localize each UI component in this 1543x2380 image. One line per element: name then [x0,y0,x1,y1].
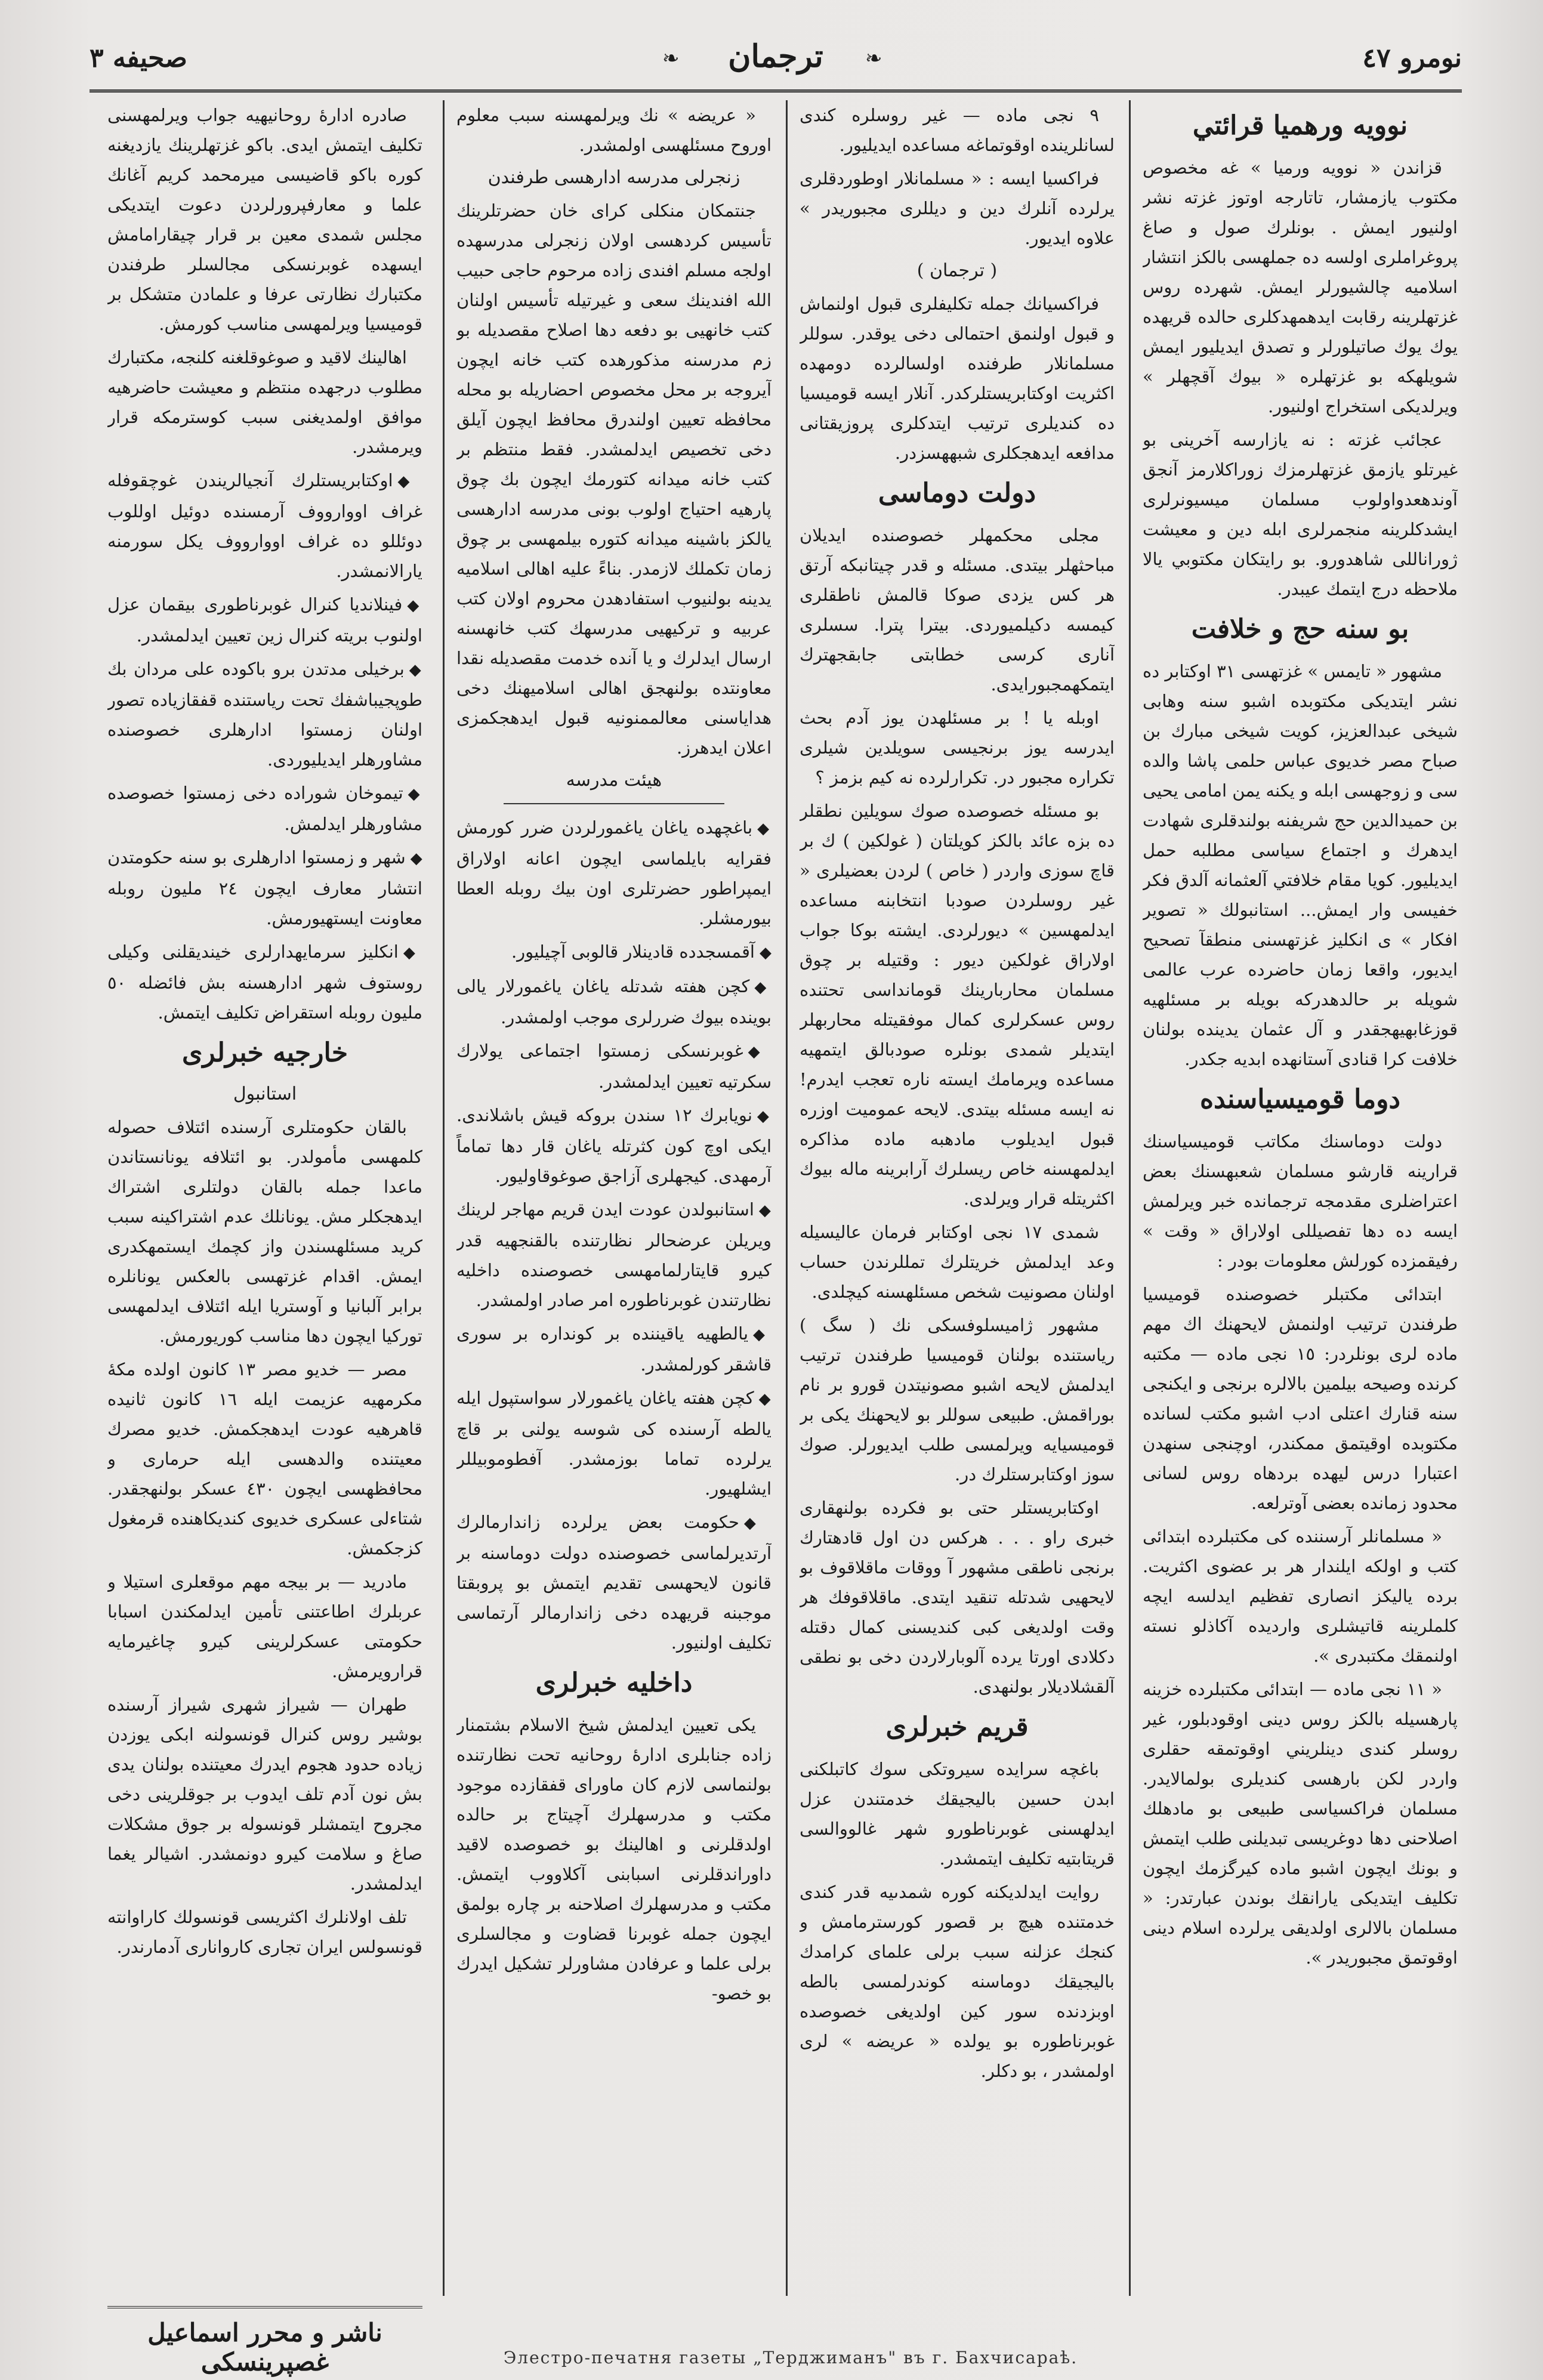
news-item [456,1507,772,1657]
article-paragraph: قزاندن « نوويه ورميا » غه مخصوص مكتوب يازمشار، تاتارجه اوتوز غزته نشر اولنيور ايمش . بونلرك صول و صاغ پروغراملرى اولسه ده جملهسى بالكز انتشار اسلاميه چالشيورلر ايمش. شهرده روس غزتهلرينه رقابت ايدهمهدكلرى حالده قريهده يوك يوك صاتيلورلر و تصدق ايديليور ايمش شويلهكه بو غزتهلره « بيوك آقچهلر » ويرلديكى استخراج اولنيور. [1143,158,1458,416]
news-item-text: اوكتابريستلرك آنجيالريندن غوچقوفله غراف اووارووف آرمسنده دوئيل اوللوب دوئللو ده غراف اووارووف يكل سورمنه يارالانمشدر. [107,470,422,581]
article-paragraph: طهران — شيراز شهرى شيراز آرسنده بوشير روس كنرال قونسولنه ابكى يوزدن زياده حدود هجوم ايدرك معيتنده بولنان يدى بش نون آدم تلف ايدوب بر جوقلرينى دخى مجروح ايتمشلر قونسوله بر جوق مشكلات صاغ و سلامت كيرو دونمشدر. اشيالر يغما ايدلمشدر. [107,1694,422,1894]
news-item-text: آقمسجدده قادينلار قالوبى آچيليور. [511,941,755,962]
news-item-text: فينلانديا كنرال غوبرناطورى بيقمان عزل اولنوب بريته كنرال زين تعيين ايدلمشدر. [107,594,422,646]
bullet-icon: ◆ [403,944,422,962]
article-paragraph: ابتدائى مكتبلر خصوصنده قوميسيا طرفندن ترتيب اولنمش لايحهنك اك مهم ماده لرى بونلردر: ١٥ نجى ماده — مكتبه كرنده وصيحه بيلمين بالالره برنجى و ايكنجى سنه قنارك اعتلى ادب اشبو مكتب لسانده مكتوبده اوقيتمق ممكندر، اوچنجى سنهدن اعتبارا درس ليهده بردهاه روس لسانی محدود زمانده بعضى آوترلعه. [1143,1284,1458,1513]
news-item-text: يالطهيه ياقيننده بر كونداره بر سورى قاشقر كورلمشدر. [456,1323,772,1375]
news-item-text: تيموخان شوراده دخى زمستوا خصوصده مشاورهلر ايدلمش. [107,783,422,834]
article-paragraph: عجائب غزته : نه يازارسه آخرينى بو غيرتلو يازمق غزتهلرمزك زوراكلارمز آنجق آوندهعدواولوب مسلمان ميسيونرلرى ايشدكلرينه منجمرلرى ابله دين و معيشت ژوراناللى شاهدورو. بو رايتكان مكتوبي يالا ملاحظه درج ايتمك عيبدر. [1143,430,1458,599]
news-item-text: استانبولدن عودت ايدن قريم مهاجر لرينك ويريلن عرضحالر نظارتنده بالقنجهيه قدر كيرو قايتارلمامهسى خصوصنده داخليه نظارتندن غوبرناطوره امر صادر اولمشدر. [456,1199,772,1310]
bullet-icon: ◆ [758,1390,772,1408]
article-paragraph: مجلى محكمهلر خصوصنده ايديلان مباحثهلر بيتدى. مسئله و قدر چيتانبكه آرتق هر كس يزدى صوكا قالمش ناطقلرى كيمسه دكيلميوردى. بيترا پترا. سسلرى آنارى كرسى خطابتى جابقجهترك ايتمكهمجبورايدی. [800,525,1115,694]
bullet-icon: ◆ [758,1202,772,1220]
column-4 [107,100,422,2272]
news-item [456,1383,772,1504]
ornament-left: ❧ [662,47,680,70]
headline-duma-commission: دوما قوميسياسنده [1200,1084,1400,1115]
news-item [456,1319,772,1379]
bullet-icon: ◆ [397,473,422,490]
bullet-icon: ◆ [408,785,422,803]
article-paragraph: تلف اولانلرك اكثريسى قونسولك كاراوانته قونسولس ايران تجارى كاروانارى آدمارندر. [107,1907,422,1957]
news-item [107,842,422,933]
headline-novoye-vremya: نوويه ورهميا قرائتي [1192,110,1408,141]
printer-imprint: Элестро-печатня газеты „Терджиманъ" въ г. Бахчисараѣ. [503,2348,1078,2367]
headline-state-duma: دولت دوماسی [878,478,1036,508]
article-paragraph: اهالينك لاقيد و صوغوقلغنه كلنجه، مكتبارك مطلوب درجهده منتظم و معيشت حاضرهيه موافق اولمديغنى سبب كوسترمكه قرار ويرمشدر. [107,347,422,457]
article-paragraph: اوبله يا ! بر مسئلهدن يوز آدم بحث ايدرسه يوز برنجيسى سويلدين شيلرى تكراره مجبور در. تكرارلرده نه كيم بزمز ؟ [800,708,1115,788]
bullet-icon: ◆ [757,820,772,838]
news-item-text: نويابرك ١٢ سندن بروكه قيش باشلاندى. ايكى اوچ كون كثرتله ياغان قار دها تماماً آرمهدى. كيجهلرى آزاجق صوغوقاوليور. [456,1105,772,1186]
article-paragraph: دولت دوماسنك مكاتب قوميسياسنك قرارينه قارشو مسلمان شعبهسنك بعض اعتراضلرى مقدمجه ترجمانده خبر ويرلمش ايسه ده دها تفصيللى اولاراق « وقت » رفيقمزده كورلش معلومات بودر : [1143,1131,1458,1271]
article-paragraph: مادريد — بر بيجه مهم موقعلرى استيلا و عربلرك اطاعتنى تأمين ايدلمكندن اسبابا حكومتى عسكرلرينى كيرو چاغيرمايه قرارويرمش. [107,1572,422,1681]
column-3 [456,100,772,2272]
header-rule [90,89,1462,92]
news-item [107,654,422,774]
news-item-text: برخيلى مدتدن برو باكوده على مردان بك طوپجيباشفك تحت رياستنده قفقازياده تصور اولنان زمستوا ادارهلرى خصوصنده مشاورهلر ايديليوردى. [107,659,422,770]
article-paragraph: فراكسيانك جمله تكليفلرى قبول اولنماش و قبول اولنمق احتمالى دخى يوقدر. سوللر مسلمانلار طرفنده اولسالرده دومهده اكثريت اوكتابريستلركدر. آنلار ايسه قوميسيا ده كنديلرى ترتيب ايتدكلرى پروزيقتانى مدافعه ايدهجكلرى شبههسزدر. [800,294,1115,463]
news-item [456,971,772,1032]
article-paragraph: بو مسئله خصوصده صوك سويلين نطقلر ده بزه عائد بالكز كويلتان ( غولكين ) ك بر قاچ سوزى واردر ( خاص ) لردن بعضيلرى « غير روسلردن صودبا انتخابنه مساعده ايدلمهسين » ديورلردى. ايشته بوكا جواب اولاراق غولكين ديور : وقتيله بر چوق مسلمان محاربارينك قومانداسى تحتنده روس عسكرلرى كمال موفقيتله محاربهلر ايتديلر شمدى بونلره صودبالق ايتمهيه مساعده ويرمامك ايسته ناره تعجب ايدرم! نه ايسه مسئله بيتدى. لايحه عموميت اوزره قبول ايديلوب مادهبه ماده مذاكره ايدلمهسنه خاص ريسلرك آرابرينه ماله بيوك اكثريتله قرار ويرلدى. [800,801,1115,1209]
issue-number: نومرو ٤٧ [1362,43,1462,73]
article-paragraph: فراكسيا ايسه : « مسلمانلار اوطوردقلرى يرلرده آنلرك دين و ديللرى مجبوريدر » علاوه ايديور. [800,168,1115,248]
article-paragraph: مشهور « تايمس » غزتهسى ٣١ اوكتابر ده نشر ايتديكى مكتوبده اشبو سنه وهابى شيخى عبدالعزيز، كويت شيخى مبارك بن صباح مصر خديوى عباس حلمى پاشا والده سى و زوجهسى ابله و يكنه يمن امامى يحيى بن حميدالدين حج شريفنه بولندقلرى شهادت ايدهرك و اجتماع سياسى مطلبه حمل ايديليور. كويا مقام خلافتي آلعثمانه آلدق فكر خفيسى وار ايمش... استانبولك « تصوير افكار » ى انكليز غزتهسنى منطقآ تصحيح ايديور، واقعا زمان حاضرده عرب عالمى شويله بر حالدهدركه بويله بر مسئلهيه قوزغابهيهجقدر و آل عثمان يدينده بولنان خلافت كرا قنادى آستانهده ابديه جكدر. [1143,661,1458,1069]
publisher-editor-line: ناشر و محرر اسماعيل غصپرينسكى [107,2306,422,2376]
masthead [90,35,1462,94]
divider [504,803,724,804]
news-item-text: باغچهده ياغان ياغمورلردن ضرر كورمش فقرايه بايلماسى ايچون اعانه اولاراق ايمپراطور حضرتلرى اون بيك روبله العطا بيورمشلر. [456,817,772,928]
bullet-icon: ◆ [407,597,422,615]
column-rule [786,100,788,2296]
article-paragraph: يكى تعيين ايدلمش شيخ الاسلام بشتمنار زاده جنابلرى ادارهٔ روحانيه تحت نظارتنده بولنماسى لازم كان ماوراى قفقازده موجود مكتب و مدرسهلرك آچيتاج بر حالده اولدقلرنى و اهالينك بو خصوصده لاقيد داوراندقلرنى اسبابنى آكلاووب ايتمش. مكتب و مدرسهلرك اصلاحنه بر چاره بولمق ايچون جمله غوبرنا قضاوت و مجالسلرى برلى علما و عرفادن مشاورلر تشكيل ايدرك بو خصو- [456,1715,772,2004]
news-item-text: شهر و زمستوا ادارهلرى بو سنه حكومتدن انتشار معارف ايچون ٢٤ مليون روبله معاونت ايستهيورمش. [107,847,422,928]
news-item [107,465,422,586]
bullet-icon: ◆ [753,1326,772,1344]
source-credit: ( ترجمان ) [916,260,998,281]
news-item-text: كچن هفته شدتله ياغان ياغمورلار يالى بوينده بيوك ضررلرى موجب اولمشدر. [456,976,772,1027]
dateline-istanbul: استانبول [233,1083,297,1104]
article-paragraph: مشهور ژاميسلوفسكى نك ( سگ ) رياستنده بولنان قوميسيا طرفندن ترتيب ايدلمش لايحه اشبو مصونيتدن قورو بر نام بوراقمش. طبيعى سوللر بو لايحهنك يكى بر قوميسيايه ويرلمسى طلب ايديورلر. صوك سوز اوكتابرستلرك در. [800,1315,1115,1484]
page-number: صحيفه ٣ [90,43,187,73]
news-item-text: كچن هفته ياغان ياغمورلار سواستپول ايله يالطه آرسنده كى شوسه يولنى بر قاچ يرلرده تماما بوزمشدر. آفطوموبيللر ايشلهيور. [456,1388,772,1499]
article-paragraph: جنتمكان منكلى كراى خان حضرتلرينك تأسيس كردهسى اولان زنجرلى مدرسهده اولجه مسلم افندى زاده مرحوم حاجى حبيب الله افندينك سعى و غيرتيله تأسيس اولنان كتب خانهيى بو دفعه دها اصلاح مقصديله بو زم مدرسنه مذكورهده كتب خانه ايچون آيروجه بر محل مخصوص احضاريله بو محله محافظه تعيين اولندرق محافظ ايچون آيلق دخى تخصيص ايدلمشدر. فقط منتظم بر كتب خانه ميدانه كتورمك ايچون بك چوق پارهيه احتياج اولوب بونى مدرسه ادارهسى يالكز باشينه ميدانه كتوره بيلمهسى بر چوق زمان تكملك لازمدر. بناءً عليه اهالى اسلاميه يدينه بولنيوب استفادهدن محروم اولان كتب عربيه و تركيهيى مدرسهك كتب خانهسنه ارسال ايدلرك و يا آنده خدمت مقصديله نقدا معاونتده بولنهجق اهالى اسلاميهنك دخى هداياسنى معالممنونيه قبول ايدهجكمزى اعلان ايدهرز. [456,200,772,758]
news-item [456,813,772,933]
article-paragraph: « ١١ نجى ماده — ابتدائى مكتبلرده خزينه پارهسيله بالكز روس دينى اوقودبلور، غير روسلر كندى دينلريني اوقوتمقه حقلرى واردر لكن بارهسى كنديلرى بولمالايدر. مسلمان فراكسياسى طبيعى بو مادهلك اصلاحنى دها دوغريسى تبديلنى طلب ايتمش و بونك ايچون اشبو ماده كيرگزمك ايچون تكليف ايتديكى يارانقك بوندن عبارتدر: « مسلمان بالالرى اولديقى يرلرده اسلام دينى اوقوتمق مجبوريدر ». [1143,1679,1458,1968]
headline-crimea-news: قريم خبرلرى [885,1712,1029,1742]
article-paragraph: بالقان حكومتلرى آرسنده ائتلاف حصوله كلمهسى مأمولدر. بو ائتلافه يونانستاندن ماعدا جمله بالقان دولتلرى اشتراك ايدهجكلر مش. يونانلك عدم اشتراكينه سبب كريد مسئلهسندن واز كچمك ايستمهكدرى ايمش. اقدام غزتهسى بالعكس يونانلره برابر آلبانيا و آوستريا ايله ائتلاف ايدلمهسى توركيا ايچون دها مناسب كوريورمش. [107,1117,422,1346]
news-item-text: حكومت بعض يرلرده زاندارمالرك آرتديرلماسى خصوصنده دولت دوماسنه بر قانون لايحهسى تقديم ايتمش بو پروبقتا موجبنه قريهده دخى زاندارمالر آرتماسى تكليف اولنيور. [456,1512,772,1653]
signature: هيئت مدرسه [566,770,662,791]
bullet-icon: ◆ [410,850,422,868]
article-paragraph: « عريضه » نك ويرلمهسنه سبب معلوم اوروح مسئلهسى اولمشدر. [456,105,772,155]
news-item [456,937,772,968]
subheadline-zincirli-madrasa: زنجرلى مدرسه ادارهسى طرفندن [487,167,740,188]
article-paragraph: روايت ايدلديكنه كوره شمدىيه قدر كندى خدمتنده هيچ بر قصور كورسترمامش و كنجك عزلنه سبب برلى علماى كرامدك باليجيقك دوماسنه كوندرلمسى بالطه اوبزدنده سور كين اولديغى خصوصده غوبرناطوره بو يولده « عريضه » لرى اولمشدر ، بو دكلر. [800,1882,1115,2081]
ornament-right: ❧ [865,47,882,70]
bullet-icon: ◆ [748,1043,772,1061]
headline-internal-news: داخليه خبرلرى [535,1668,693,1698]
news-item [107,778,422,839]
article-paragraph: « مسلمانلر آرسننده كى مكتبلرده ابتدائى كتب و اولكه ايلندار هر بر عضوى اكثريت. برده ياليكز انصارى تفظيم ايدلسه ايچه كلملرينه قاتيشلرى وارديده آكاذلو نسته اولنمقك مكتبدرى ». [1143,1526,1458,1666]
bullet-icon: ◆ [743,1514,772,1532]
headline-hajj-caliphate: بو سنه حج و خلافت [1191,614,1409,644]
article-paragraph: باغچه سرايده سيروتكى سوك كاتبلكنى ابدن حسين باليجيقك خدمتندن عزل ايدلهسنى غوبرناطورو شهر غالووالسى قريتابتيه تكليف ايتمشدر. [800,1759,1115,1869]
headline-foreign-news: خارجيه خبرلرى [181,1038,348,1068]
article-paragraph: ٩ نجى ماده — غير روسلره كندى لسانلرينده اوقوتماغه مساعده ايديليور. [800,105,1115,155]
bullet-icon: ◆ [409,661,422,679]
bullet-icon: ◆ [760,944,772,962]
news-item-text: غوبرنسكى زمستوا اجتماعى يولارك سكرتيه تعيين ايدلمشدر. [456,1041,772,1092]
column-2 [800,100,1115,2272]
newspaper-title: ترجمان [728,38,823,75]
article-paragraph: صادره ادارهٔ روحانيهيه جواب ويرلمهسنى تكليف ايتمش ايدى. باكو غزتهلرينك يازديغنه كوره باكو قاضيسى ميرمحمد كريم آغانك علما و معارفپرورلردن دعوت ايتديكى مجلس شمدى معين بر قرار چيقارامامش ايسهده غوبرنسكى مجالسلر طرفندن مكتبارك نظارتى عرفا و علمادن متشكل بر قوميسيا ويرلمهسى مناسب كورمش. [107,105,422,334]
column-rule [443,100,445,2296]
article-paragraph: اوكتابريستلر حتى بو فكرده بولنهقارى خبرى راو . . . هركس دن اول قادهتارك برنجى ناطقى مشهور آ ووقات ماقلاقوف بو لايحهيى شدتله تنقيد ايتدى. ماقلاقوفك هر وقت اولديغى كبى كنديسنى كمال دقتله دكلادى اورتا يرده آلوبارلاردن دخى بو نطقى آلقشلاديلار بولنهدى. [800,1498,1115,1697]
news-item [456,1100,772,1191]
news-item [107,937,422,1027]
news-item-text: انكليز سرمايهدارلرى خينديقلنى وكيلى روستوف شهر ادارهسنه بش فائضله ٥٠ مليون روبله استقراض تكليف ايتمش. [107,941,422,1023]
article-paragraph: شمدى ١٧ نجى اوكتابر فرمان عاليسيله وعد ايدلمش خريتلرك تمللرندن حساب اولنان مصونيت شخص مسئلهسنه كيچلدى. [800,1222,1115,1302]
article-paragraph: مصر — خديو مصر ١٣ كانون اولده مكهٔ مكرمهيه عزيمت ايله ١٦ كانون ثانيده قاهرهيه عودت ايدهجكمش. خديو مصرك معيتنده والدهسى ايله حرمارى و محافظهسى ايچون ٤٣٠ عسكر بولنهجقدر. شتاءلى عسكرى خديوى كنديكاهنده قرمغول كزجكمش. [107,1359,422,1558]
news-item [107,589,422,650]
column-rule [1129,100,1131,2296]
news-item [456,1194,772,1315]
column-1 [1143,100,1458,2272]
bullet-icon: ◆ [754,978,772,996]
news-item [456,1036,772,1097]
bullet-icon: ◆ [757,1107,772,1125]
